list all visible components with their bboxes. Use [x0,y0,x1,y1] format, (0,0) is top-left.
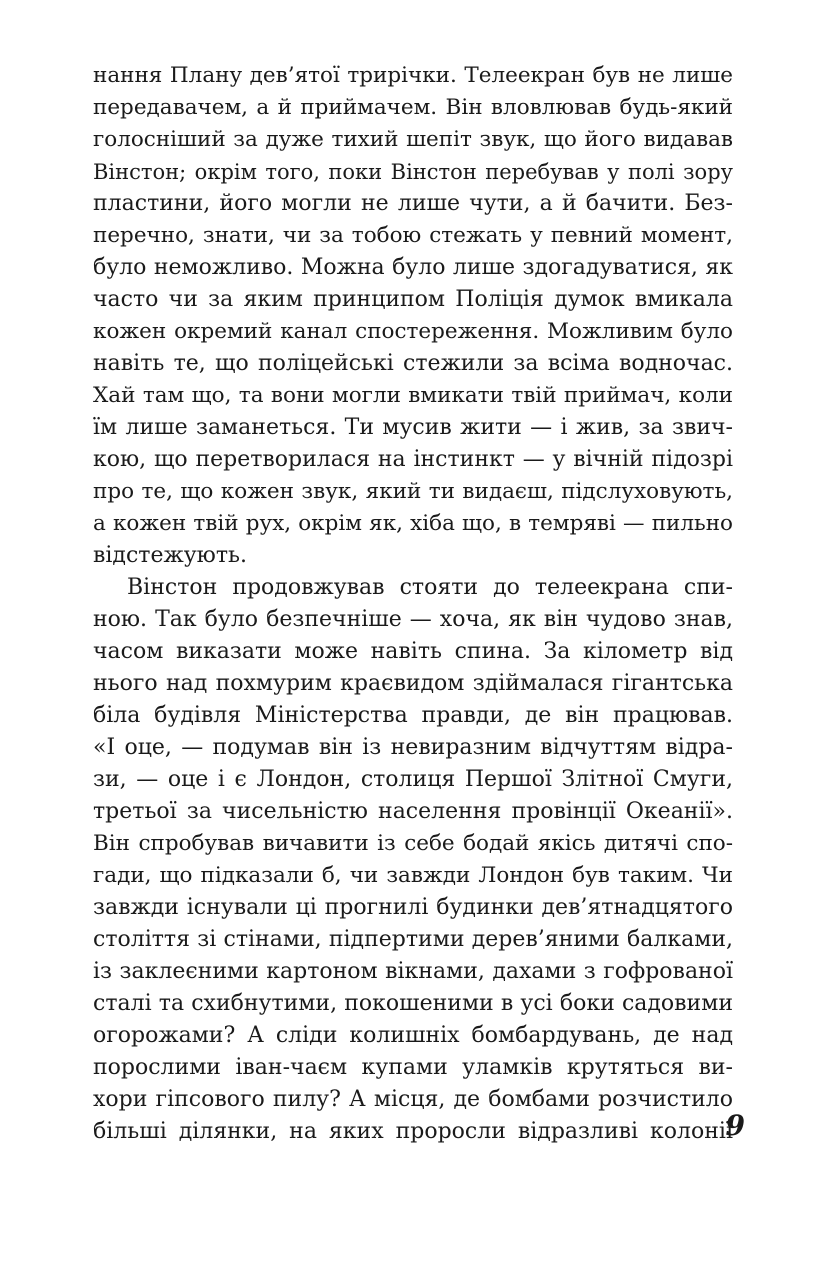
text-line: відстежують. [93,543,247,568]
text-line: ною. Так було безпечніше — хоча, як він чудово знав, [93,607,733,632]
text-line: сталі та схибнутими, покошеними в усі боки садовими [93,991,733,1016]
text-line: було неможливо. Можна було лише здогадуватися, як [93,255,733,280]
text-line: гади, що підказали б, чи завжди Лондон був таким. Чи [93,863,733,888]
text-line: їм лише заманеться. Ти мусив жити — і жив, за звич- [93,415,733,440]
text-line: більші ділянки, на яких проросли відразливі колонії [93,1119,733,1144]
text-line: століття зі стінами, підпертими дерев’яними балками, [93,927,733,952]
text-line: біла будівля Міністерства правди, де він працював. [93,703,733,728]
paragraph-2 [93,572,733,1148]
text-line: перечно, знати, чи за тобою стежать у певний момент, [93,223,733,248]
text-line: третьої за чисельністю населення провінції Океанії». [93,799,733,824]
text-line: завжди існували ці прогнилі будинки дев’ятнадцятого [93,895,733,920]
paragraph-1 [93,60,733,572]
text-line: Вінстон; окрім того, поки Вінстон перебував у полі зору [93,160,733,184]
text-line: кожен окремий канал спостереження. Можливим було [93,319,733,344]
text-line: передавачем, а й приймачем. Він вловлював будь-який [93,95,733,120]
text-line: нього над похмурим краєвидом здіймалася гігантська [93,671,733,696]
text-line: Вінстон продовжував стояти до телеекрана спи- [127,575,733,600]
text-line: навіть те, що поліцейські стежили за всіма водночас. [93,351,733,376]
text-line: пластини, його могли не лише чути, а й бачити. Без- [93,191,733,216]
text-line: хори гіпсового пилу? А місця, де бомбами розчистило [93,1087,733,1112]
text-line: про те, що кожен звук, який ти видаєш, підслуховують, [93,479,733,504]
text-line: а кожен твій рух, окрім як, хіба що, в темряві — пильно [93,511,733,536]
text-line: Хай там що, та вони могли вмикати твій приймач, коли [93,383,733,408]
text-line: «І оце, — подумав він із невиразним відчуттям відра- [93,735,733,760]
text-line: кою, що перетворилася на інстинкт — у вічній підозрі [93,447,733,472]
text-line: часто чи за яким принципом Поліція думок вмикала [93,287,733,312]
text-line: огорожами? А сліди колишніх бомбардувань, де над [93,1023,733,1048]
body-text [93,60,733,1148]
text-line: голосніший за дуже тихий шепіт звук, що його видавав [93,127,733,152]
page-number: 9 [725,1109,745,1142]
text-line: нання Плану дев’ятої трирічки. Телеекран був не лише [93,63,733,88]
text-line: із заклеєними картоном вікнами, дахами з гофрованої [93,959,733,984]
text-line: часом виказати може навіть спина. За кілометр від [93,639,733,664]
text-line: зи, — оце і є Лондон, столиця Першої Злітної Смуги, [93,767,733,792]
text-line: Він спробував вичавити із себе бодай якісь дитячі спо- [93,831,733,856]
text-line: порослими іван-чаєм купами уламків крутяться ви- [93,1055,733,1080]
